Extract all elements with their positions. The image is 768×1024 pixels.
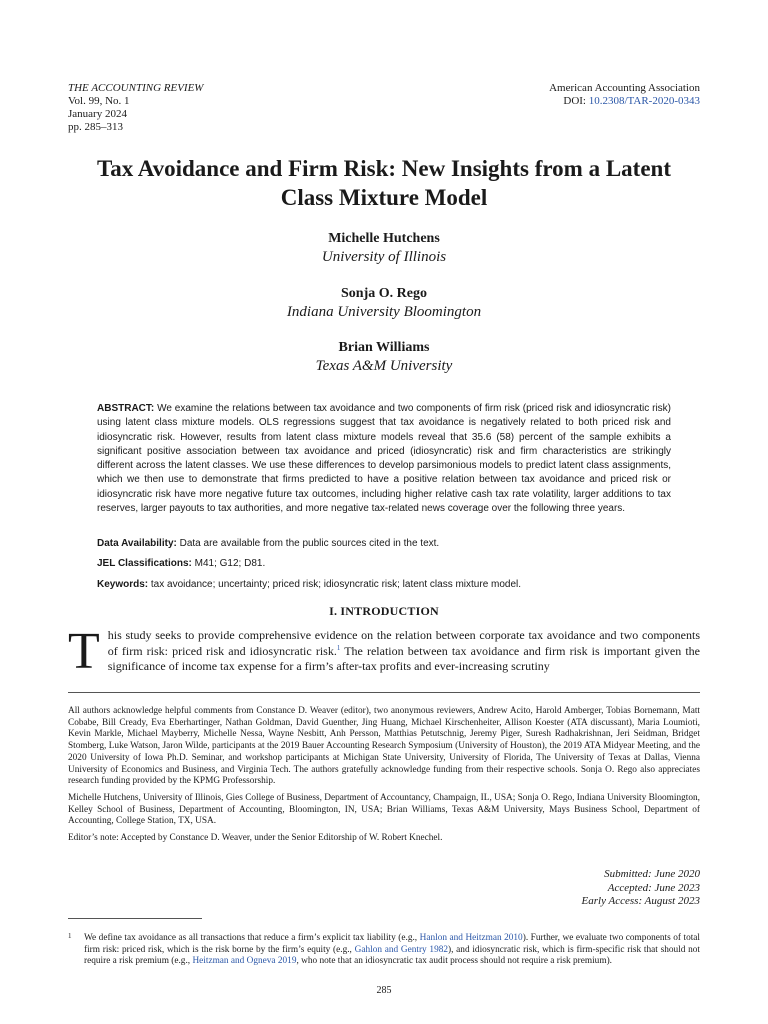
abstract-text: We examine the relations between tax avoidance and two components of firm risk (priced risk and idiosyncratic risk) using latent class mixture models. OLS regressions suggest that tax avoidance is negatively related to both priced risk and idiosyncratic risk. However, results from latent class mixture models reveal that 35.6 (58) percent of the sample exhibits a significant positive association between tax avoidance and priced (idiosyncratic) risk and firm characteristics are strikingly different across the latent classes. We use these differences to develop parsimonious models to predict latent class assignments, which we then use to demonstrate that firms predicted to have a positive relation between tax avoidance and priced risk or idiosyncratic risk have more negative future tax outcomes, including higher relative cash tax rate volatility, larger additions to tax reserves, larger payouts to tax authorities, and more negative tax-related news coverage over the following three years.: [97, 403, 671, 515]
abstract-label: ABSTRACT:: [97, 403, 155, 414]
affiliations-paragraph: Michelle Hutchens, University of Illinois, Gies College of Business, Department of Accountancy, Champaign, IL, USA; Sonja O. Rego, Indiana University Bloomington, Kelley School of Business, Department of Accounting, Bloomington, IN, USA; Brian Williams, Texas A&M University, Mays Business School, Department of Accounting, College Station, TX, USA.: [68, 792, 700, 827]
author-affiliation: University of Illinois: [321, 249, 447, 265]
submission-dates: [582, 868, 700, 909]
page-range: pp. 285–313: [68, 121, 123, 133]
submitted-date: Submitted: June 2020: [604, 868, 700, 880]
abstract: [97, 402, 671, 516]
author-affiliation: Indiana University Bloomington: [286, 304, 482, 320]
author-name: Sonja O. Rego: [341, 286, 427, 301]
footnote-text-1: We define tax avoidance as all transactions that reduce a firm’s explicit tax liability (e.g.,: [84, 933, 420, 943]
keywords-text: tax avoidance; uncertainty; priced risk; idiosyncratic risk; latent class mixture model.: [148, 579, 522, 590]
footnote-ref[interactable]: 1: [336, 643, 341, 652]
ack-paragraph: All authors acknowledge helpful comments from Constance D. Weaver (editor), two anonymous reviewers, Andrew Acito, Harold Amberger, Tobias Bornemann, Matt Cobabe, Bill Cready, Eva Eberhartinger, Nathan Goldman, David Guenther, Jing Huang, Michael Kirschenheiter, Allison Koester (ATA discussant), Maria Loumioti, Kevin Markle, Michael Mayberry, Michelle Nessa, Wayne Nesbitt, Anh Persson, Matthias Petutschnig, Jeremy Piger, Suresh Radhakrishnan, Jeri Seidman, Bridget Stomberg, Luke Watson, Jaron Wilde, participants at the 2019 Bauer Accounting Research Symposium (University of Houston), the 2019 ATA Midyear Meeting, and the 2020 University of Iowa Ph.D. Seminar, and workshop participants at Michigan State University, University of Florida, The University of Texas at Dallas, Vienna University of Economics and Business, and Virginia Tech. The authors gratefully acknowledge funding from their respective schools. Sonja O. Rego also appreciates research funding provided by the KPMG Professorship.: [68, 706, 700, 787]
author-name: Brian Williams: [338, 340, 430, 355]
intro-text-part1: his study seeks to provide comprehensive evidence on the relation between corporate tax avoidance and two components of firm risk: priced risk and idiosyncratic risk.: [107, 628, 700, 658]
title-line-1: Tax Avoidance and Firm Risk: New Insights from a Latent: [97, 156, 671, 181]
jel-text: M41; G12; D81.: [191, 558, 266, 569]
acknowledgments: [68, 706, 700, 850]
doi-prefix: DOI:: [563, 95, 589, 107]
citation-link[interactable]: Gahlon and Gentry 1982: [354, 944, 449, 955]
page-number: 285: [376, 985, 392, 996]
footnote-text: [68, 933, 700, 968]
editor-note: Editor’s note: Accepted by Constance D. Weaver, under the Senior Editorship of W. Robert Knechel.: [68, 833, 443, 844]
publisher-info: [549, 82, 700, 108]
early-access-date: Early Access: August 2023: [581, 895, 700, 907]
title-line-2: Class Mixture Model: [280, 185, 488, 210]
jel-classifications: [97, 557, 671, 571]
author-name: Michelle Hutchens: [328, 231, 440, 246]
issue-date: January 2024: [68, 108, 127, 120]
citation-link[interactable]: Hanlon and Heitzman 2010: [419, 933, 523, 943]
doi-line: [549, 95, 700, 108]
footnote-divider: [68, 918, 202, 919]
introduction-paragraph: [68, 623, 700, 680]
article-title: [60, 154, 708, 212]
intro-text: [68, 623, 700, 680]
data-availability-label: Data Availability:: [97, 538, 177, 549]
footnote-text-2: ). Further, we evaluate two components of total firm risk: priced risk, which is the risk borne by the firm’s equity (e.g.,: [84, 933, 701, 955]
author-affiliation: Texas A&M University: [315, 358, 453, 374]
volume-issue: Vol. 99, No. 1: [68, 95, 130, 107]
keywords: [97, 578, 671, 592]
citation-link[interactable]: Heitzman and Ogneva 2019: [192, 956, 297, 967]
divider: [68, 692, 700, 693]
footnote-text-3: ), and idiosyncratic risk, which is firm-specific risk that should not require a risk premium (e.g.,: [84, 944, 700, 967]
data-availability-text: Data are available from the public sources cited in the text.: [176, 538, 440, 549]
drop-cap: T: [68, 623, 100, 680]
intro-text-part2: The relation between tax avoidance and firm risk is important given the significance of income tax expense for a firm’s after-tax profits and ever-increasing scrutiny: [107, 643, 700, 674]
data-availability: [97, 537, 671, 551]
author-block: [60, 339, 708, 375]
footnote-text-4: , who note that an idiosyncratic tax audit process should not require a risk premium).: [296, 956, 612, 967]
journal-info: [68, 82, 203, 134]
footnote: [68, 933, 700, 968]
author-block: [60, 230, 708, 266]
section-heading: I. INTRODUCTION: [329, 604, 439, 618]
accepted-date: Accepted: June 2023: [607, 881, 700, 894]
author-block: [60, 285, 708, 321]
publisher-name: American Accounting Association: [549, 82, 700, 94]
doi-link[interactable]: 10.2308/TAR-2020-0343: [588, 95, 700, 107]
jel-label: JEL Classifications:: [97, 558, 192, 569]
footnote-marker: 1: [68, 932, 72, 940]
keywords-label: Keywords:: [97, 579, 149, 590]
journal-name: THE ACCOUNTING REVIEW: [68, 82, 204, 94]
